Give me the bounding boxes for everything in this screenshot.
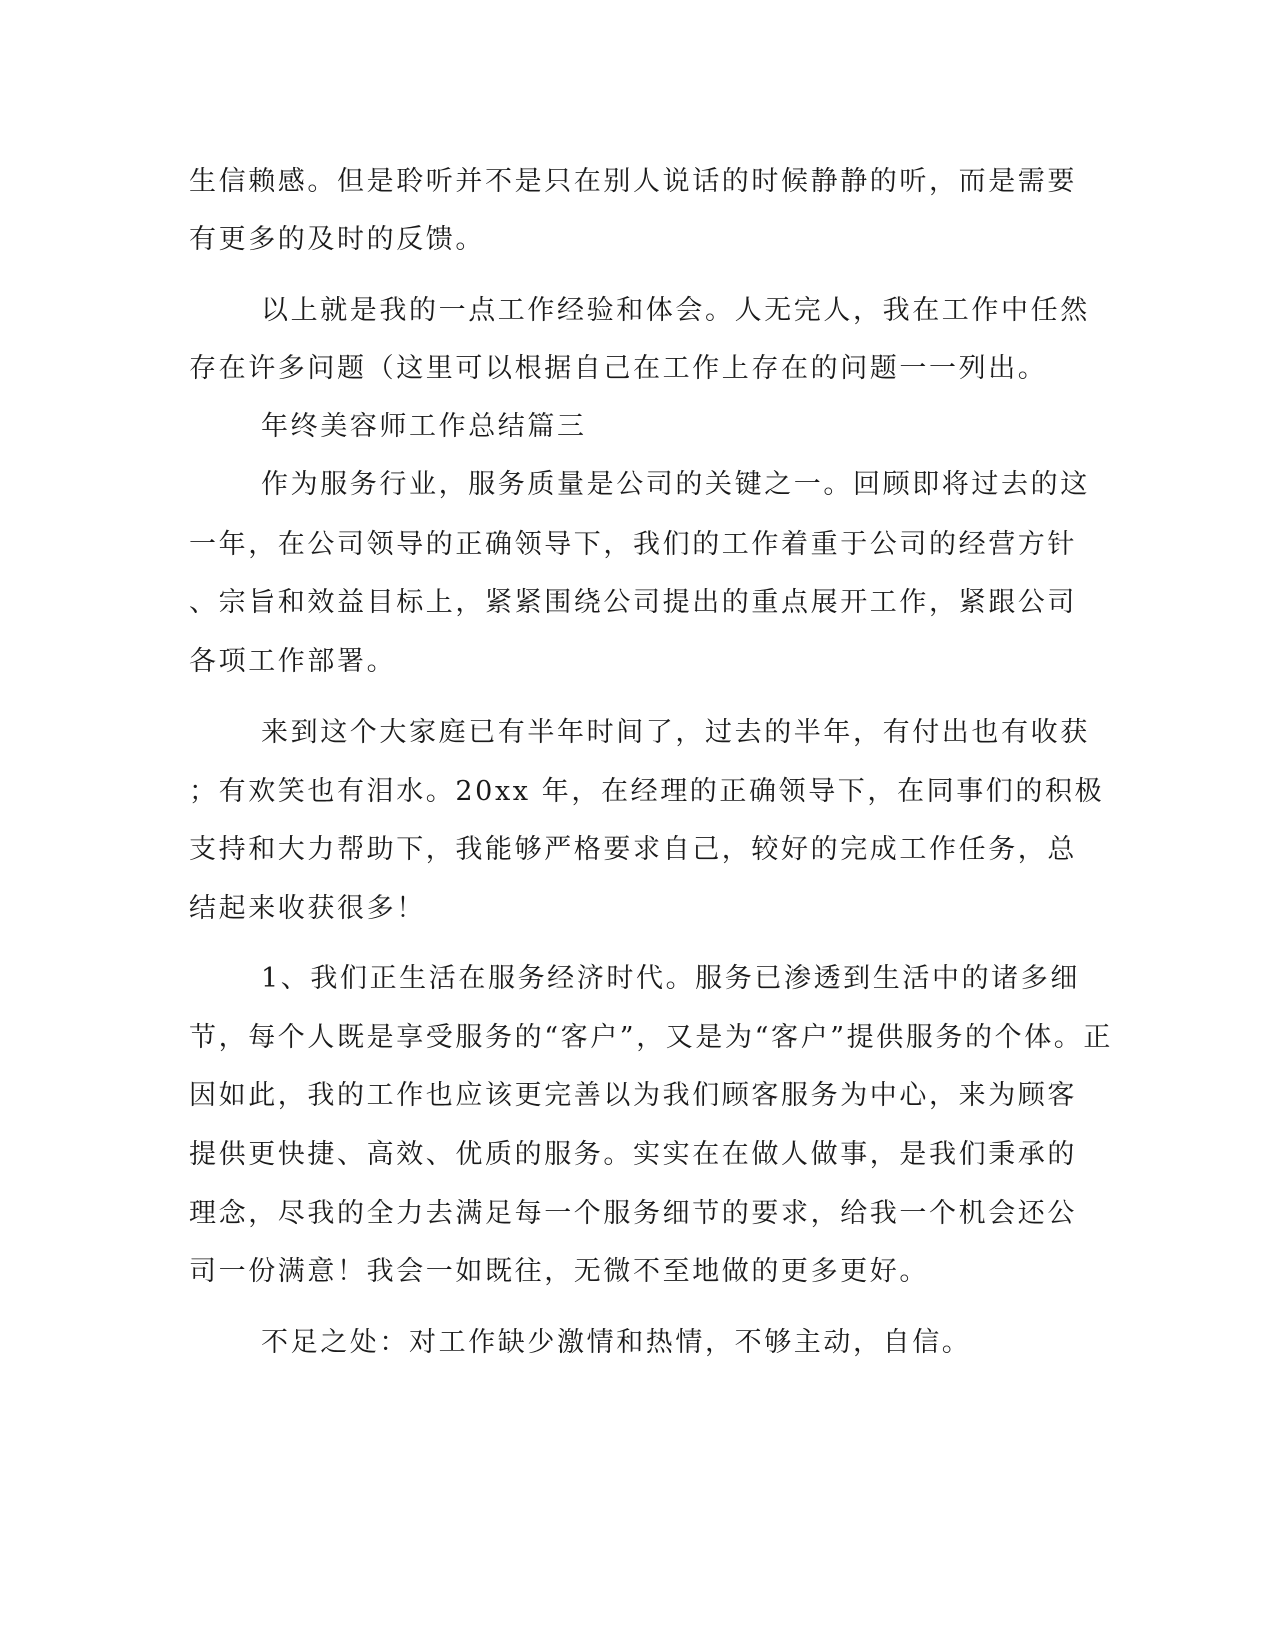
text-line: 节，每个人既是享受服务的“客户”，又是为“客户”提供服务的个体。正 bbox=[189, 1022, 1114, 1053]
text-line: ；有欢笑也有泪水。20xx 年，在经理的正确领导下，在同事们的积极 bbox=[189, 776, 1105, 807]
text-line: 因如此，我的工作也应该更完善以为我们顾客服务为中心，来为顾客 bbox=[189, 1080, 1077, 1111]
text-line: 存在许多问题（这里可以根据自己在工作上存在的问题一一列出。 bbox=[189, 353, 1048, 384]
text-line: 一年，在公司领导的正确领导下，我们的工作着重于公司的经营方针 bbox=[189, 529, 1077, 560]
text-line: 理念，尽我的全力去满足每一个服务细节的要求，给我一个机会还公 bbox=[189, 1198, 1077, 1229]
paragraph-start-line: 以上就是我的一点工作经验和体会。人无完人，我在工作中任然 bbox=[261, 295, 1090, 326]
text-line: 生信赖感。但是聆听并不是只在别人说话的时候静静的听，而是需要 bbox=[189, 166, 1077, 197]
text-line: 司一份满意！我会一如既往，无微不至地做的更多更好。 bbox=[189, 1256, 929, 1287]
text-line: 提供更快捷、高效、优质的服务。实实在在做人做事，是我们秉承的 bbox=[189, 1139, 1077, 1170]
paragraph-start-line: 不足之处：对工作缺少激情和热情，不够主动，自信。 bbox=[261, 1327, 972, 1358]
paragraph-start-line: 作为服务行业，服务质量是公司的关键之一。回顾即将过去的这 bbox=[261, 469, 1090, 500]
text-line: 各项工作部署。 bbox=[189, 646, 397, 677]
paragraph-start-line: 1、我们正生活在服务经济时代。服务已渗透到生活中的诸多细 bbox=[261, 963, 1080, 994]
paragraph-start-line: 来到这个大家庭已有半年时间了，过去的半年，有付出也有收获 bbox=[261, 717, 1090, 748]
section-heading: 年终美容师工作总结篇三 bbox=[261, 411, 587, 442]
text-line: 、宗旨和效益目标上，紧紧围绕公司提出的重点展开工作，紧跟公司 bbox=[189, 587, 1077, 618]
text-line: 有更多的及时的反馈。 bbox=[189, 224, 485, 255]
text-line: 支持和大力帮助下，我能够严格要求自己，较好的完成工作任务，总 bbox=[189, 834, 1077, 865]
text-line: 结起来收获很多！ bbox=[189, 893, 426, 924]
